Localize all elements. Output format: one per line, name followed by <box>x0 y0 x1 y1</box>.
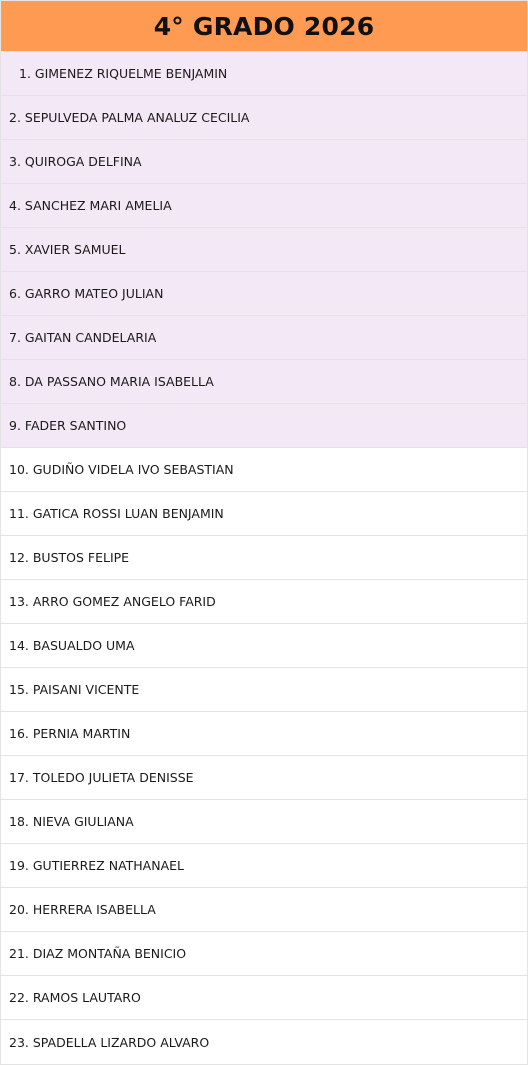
list-item <box>0 624 528 668</box>
list-item <box>0 976 528 1020</box>
student-name: 11. GATICA ROSSI LUAN BENJAMIN <box>9 506 224 521</box>
list-item <box>0 580 528 624</box>
list-item <box>0 888 528 932</box>
student-name: 5. XAVIER SAMUEL <box>9 242 126 257</box>
student-name: 10. GUDIÑO VIDELA IVO SEBASTIAN <box>9 462 234 477</box>
student-name: 9. FADER SANTINO <box>9 418 127 433</box>
list-item <box>0 404 528 448</box>
student-name: 15. PAISANI VICENTE <box>9 682 140 697</box>
student-name: 12. BUSTOS FELIPE <box>9 550 130 565</box>
student-name: 2. SEPULVEDA PALMA ANALUZ CECILIA <box>9 110 250 125</box>
list-item <box>0 712 528 756</box>
student-name: 6. GARRO MATEO JULIAN <box>9 286 164 301</box>
list-item <box>0 844 528 888</box>
student-name: 1. GIMENEZ RIQUELME BENJAMIN <box>19 66 228 81</box>
list-item <box>0 800 528 844</box>
student-name: 19. GUTIERREZ NATHANAEL <box>9 858 184 873</box>
student-name: 3. QUIROGA DELFINA <box>9 154 142 169</box>
list-item <box>0 668 528 712</box>
student-name: 22. RAMOS LAUTARO <box>9 990 141 1005</box>
list-item <box>0 448 528 492</box>
list-item <box>0 536 528 580</box>
student-name: 16. PERNIA MARTIN <box>9 726 131 741</box>
student-name: 20. HERRERA ISABELLA <box>9 902 156 917</box>
student-name: 13. ARRO GOMEZ ANGELO FARID <box>9 594 216 609</box>
list-item <box>0 756 528 800</box>
list-item <box>0 1020 528 1065</box>
student-name: 7. GAITAN CANDELARIA <box>9 330 157 345</box>
student-name: 18. NIEVA GIULIANA <box>9 814 134 829</box>
page-title: 4° GRADO 2026 <box>153 11 375 41</box>
list-item <box>0 932 528 976</box>
student-name: 21. DIAZ MONTAÑA BENICIO <box>9 946 187 961</box>
student-name: 23. SPADELLA LIZARDO ALVARO <box>9 1034 210 1050</box>
list-item <box>0 316 528 360</box>
list-item <box>0 52 528 96</box>
header-banner <box>0 0 528 52</box>
student-name: 4. SANCHEZ MARI AMELIA <box>9 198 172 213</box>
list-item <box>0 272 528 316</box>
list-item <box>0 96 528 140</box>
list-item <box>0 140 528 184</box>
list-item <box>0 360 528 404</box>
list-item <box>0 492 528 536</box>
list-item <box>0 184 528 228</box>
student-name: 17. TOLEDO JULIETA DENISSE <box>9 770 194 785</box>
student-name: 14. BASUALDO UMA <box>9 638 135 653</box>
student-list <box>0 52 528 1065</box>
list-item <box>0 228 528 272</box>
student-name: 8. DA PASSANO MARIA ISABELLA <box>9 374 214 389</box>
